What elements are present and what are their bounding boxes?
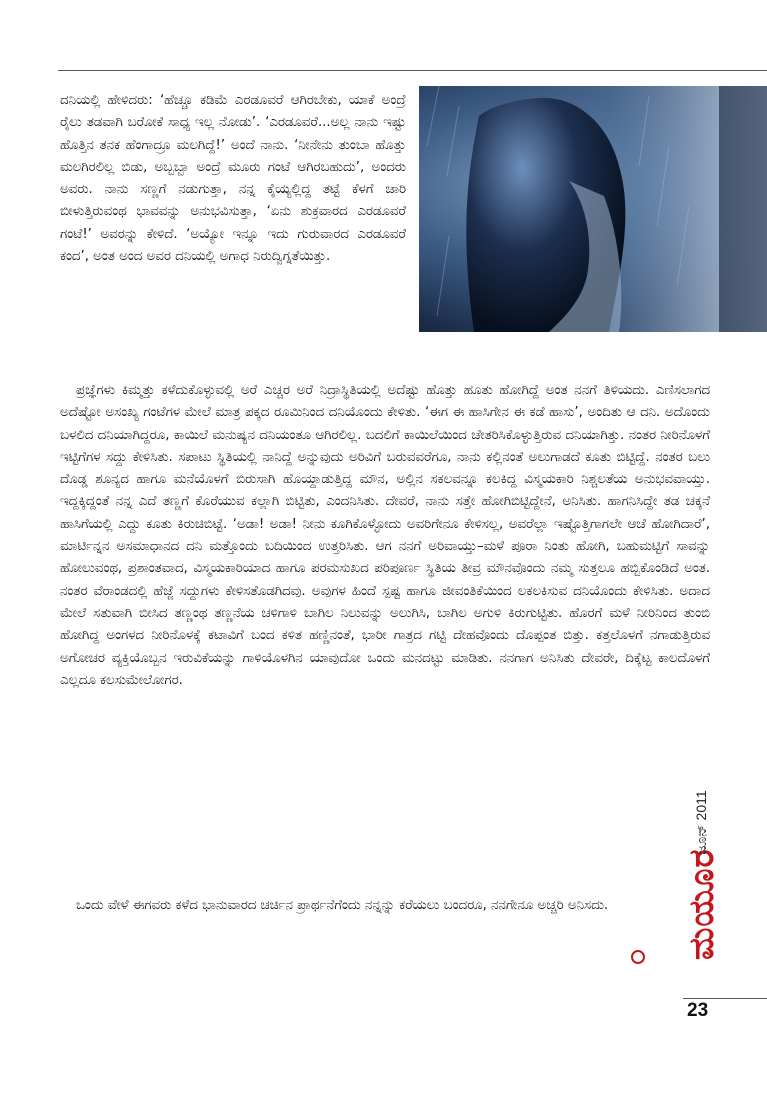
paragraph-1: ದನಿಯಲ್ಲಿ ಹೇಳಿದರು: ‘ಹೆಚ್ಚೂ ಕಡಿಮೆ ಎರಡೂವರೆ ಆಗಿರಬೇಕು, ಯಾಕೆ ಅಂದ್ರೆ ರೈಲು ತಡವಾಗಿ ಬರೋಕೆ ಸಾಧ್ಯ ಇಲ್ಲ ನೋಡು’. ‘ಎರಡೂವರೆ...ಅಲ್ಲ ನಾನು ಇಷ್ಟು ಹೊತ್ತಿನ ತನಕ ಹೆಂಗಾದ್ರೂ ಮಲಗಿದ್ದೆ!’ ಅಂದೆ ನಾನು. ‘ನೀನೇನು ತುಂಬಾ ಹೊತ್ತು ಮಲಗಿರಲಿಲ್ಲ ಬಿಡು, ಅಬ್ಬಬ್ಬಾ ಅಂದ್ರೆ ಮೂರು ಗಂಟೆ ಆಗಿರಬಹುದು’, ಅಂದರು ಅವರು. ನಾನು ಸಣ್ಣಗೆ ನಡುಗುತ್ತಾ, ನನ್ನ ಕೈಯ್ಯಲ್ಲಿದ್ದ ತಟ್ಟೆ ಕೆಳಗೆ ಜಾರಿ ಬೀಳುತ್ತಿರುವಂಥ ಭಾವವನ್ನು ಅನುಭವಿಸುತ್ತಾ, ‘ಏನು ಶುಕ್ರವಾರದ ಎರಡೂವರೆ ಗಂಟೆ!’ ಅವರನ್ನು ಕೇಳಿದೆ. ‘ಅಯ್ಯೋ ಇನ್ನೂ ಇದು ಗುರುವಾರದ ಎರಡೂವರೆ ಕಂದ’, ಅಂತ ಅಂದ ಅವರ ದನಿಯಲ್ಲಿ ಅಗಾಧ ನಿರುದ್ವಿಗ್ನತೆಯಿತ್ತು. [60, 93, 406, 265]
woman-in-rain-photo [419, 86, 767, 332]
photo-illustration [419, 86, 767, 332]
magazine-name: ಮಯೂರ [682, 848, 722, 960]
bottom-rule [683, 998, 767, 999]
paragraph-3: ಒಂದು ವೇಳೆ ಈಗವರು ಕಳೆದ ಭಾನುವಾರದ ಚರ್ಚಿನ ಪ್ರಾರ್ಥನೆಗೆಂದು ನನ್ನನ್ನು ಕರೆಯಲು ಬಂದರೂ, ನನಗೇನೂ ಅಚ್ಚರಿ ಅನಿಸದು. [76, 898, 609, 913]
issue-date: ಜೂನ್ 2011 [693, 790, 709, 855]
page-number: 23 [687, 1000, 709, 1021]
circle-ornament-icon [631, 950, 645, 964]
top-rule [58, 70, 767, 71]
paragraph-2: ಪ್ರಜ್ಞೆಗಳು ಕಿಮ್ಮತ್ತು ಕಳೆದುಕೊಳ್ಳುವಲ್ಲಿ ಅರೆ ಎಚ್ಚರ ಅರೆ ನಿದ್ರಾಸ್ಥಿತಿಯಲ್ಲಿ ಅದೆಷ್ಟು ಹೊತ್ತು ಹೂತು ಹೋಗಿದ್ದೆ ಅಂತ ನನಗೆ ತಿಳಿಯದು. ಎಣಿಸಲಾಗದ ಅದೆಷ್ಟೋ ಅಸಂಖ್ಯ ಗಂಟೆಗಳ ಮೇಲೆ ಮಾತ್ರ ಪಕ್ಕದ ರೂಮಿನಿಂದ ದನಿಯೊಂದು ಕೇಳಿತು. ‘ಈಗ ಈ ಹಾಸಿಗೇನ ಈ ಕಡೆ ಹಾಸು’, ಅಂದಿತು ಆ ದನಿ. ಅದೊಂದು ಬಳಲಿದ ದನಿಯಾಗಿದ್ದರೂ, ಕಾಯಿಲೆ ಮನುಷ್ಯನ ದನಿಯಂತೂ ಆಗಿರಲಿಲ್ಲ. ಬದಲಿಗೆ ಕಾಯಿಲೆಯಿಂದ ಚೇತರಿಸಿಕೊಳ್ಳುತ್ತಿರುವ ದನಿಯಾಗಿತ್ತು. ನಂತರ ನೀರಿನೊಳಗೆ ಇಟ್ಟಿಗೆಗಳ ಸದ್ದು ಕೇಳಿಸಿತು. ಸಪಾಟು ಸ್ಥಿತಿಯಲ್ಲಿ ನಾನಿದ್ದೆ ಅನ್ನುವುದು ಅರಿವಿಗೆ ಬರುವವರೆಗೂ, ನಾನು ಕಲ್ಲಿನಂತೆ ಅಲುಗಾಡದೆ ಕೂತು ಬಿಟ್ಟಿದ್ದೆ. ನಂತರ ಬಲು ದೊಡ್ಡ ಶೂನ್ಯದ ಹಾಗೂ ಮನೆಯೊಳಗೆ ಬಿರುಸಾಗಿ ಹೊಯ್ದಾಡುತ್ತಿದ್ದ ಮೌನ, ಅಲ್ಲಿನ ಸಕಲವನ್ನೂ ಕಲಕಿದ್ದ ವಿಸ್ಮಯಕಾರಿ ನಿಶ್ಚಲತೆಯ ಅನುಭವವಾಯ್ತು. ಇದ್ದಕ್ಕಿದ್ದಂತೆ ನನ್ನ ಎದೆ ತಣ್ಣಗೆ ಕೊರೆಯುವ ಕಲ್ಲಾಗಿ ಬಿಟ್ಟಿತು, ಎಂದನಿಸಿತು. ದೇವರೆ, ನಾನು ಸತ್ತೇ ಹೋಗಿಬಿಟ್ಟಿದ್ದೇನೆ, ಅನಿಸಿತು. ಹಾಗನಿಸಿದ್ದೇ ತಡ ಚಕ್ಕನೆ ಹಾಸಿಗೆಯಲ್ಲಿ ಎದ್ದು ಕೂತು ಕಿರುಚಿಬಿಟ್ಟೆ. ‘ಅಡಾ! ಅಡಾ! ನೀನು ಕೂಗಿಕೊಳ್ಳೋದು ಅವರಿಗೇನೂ ಕೇಳಿಸಲ್ಲ, ಅವರೆಲ್ಲಾ ಇಷ್ಟೊತ್ತಿಗಾಗಲೇ ಆಚೆ ಹೋಗಿದಾರೆ’, ಮಾರ್ಟಿನ್ನನ ಅಸಮಾಧಾನದ ದನಿ ಮತ್ತೊಂದು ಬದಿಯಿಂದ ಉತ್ತರಿಸಿತು. ಆಗ ನನಗೆ ಅರಿವಾಯ್ತು–ಮಳೆ ಪೂರಾ ನಿಂತು ಹೋಗಿ, ಬಹುಮಟ್ಟಿಗೆ ಸಾವನ್ನು ಹೋಲುವಂಥ, ಪ್ರಶಾಂತವಾದ, ವಿಸ್ಮಯಕಾರಿಯಾದ ಹಾಗೂ ಪರಮಸುಖದ ಪರಿಪೂರ್ಣ ಸ್ಥಿತಿಯ ತೀವ್ರ ಮೌನವೊಂದು ನಮ್ಮ ಸುತ್ತಲೂ ಹಬ್ಬಿಕೊಂಡಿದೆ ಅಂತ. ನಂತರ ವೆರಾಂಡದಲ್ಲಿ ಹೆಜ್ಜೆ ಸದ್ದುಗಳು ಕೇಳಿಸತೊಡಗಿದವು. ಅವುಗಳ ಹಿಂದೆ ಸ್ಪಷ್ಟ ಹಾಗೂ ಜೀವಂತಿಕೆಯಿಂದ ಲಕಲಕಿಸುವ ದನಿಯೊಂದು ಕೇಳಿಸಿತು. ಅದಾದ ಮೇಲೆ ಸತುವಾಗಿ ಬೀಸಿದ ತಣ್ಣಂಥ ತಣ್ಣನೆಯ ಚಳಿಗಾಳಿ ಬಾಗಿಲ ನಿಲುವನ್ನು ಅಲುಗಿಸಿ, ಬಾಗಿಲ ಅಗುಳಿ ಕಿರುಗುಟ್ಟಿತು. ಹೊರಗೆ ಮಳೆ ನೀರಿನಿಂದ ತುಂಬಿ ಹೋಗಿದ್ದ ಅಂಗಳದ ನೀರಿನೊಳಕ್ಕೆ ಕಟಾವಿಗೆ ಬಂದ ಕಳಿತ ಹಣ್ಣಿನಂತೆ, ಭಾರೀ ಗಾತ್ರದ ಗಟ್ಟಿ ದೇಹವೊಂದು ದೊಪ್ಪಂತ ಬಿತ್ತು. ಕತ್ತಲೊಳಗೆ ನಗಾಡುತ್ತಿರುವ ಅಗೋಚರ ವ್ಯಕ್ತಿಯೊಬ್ಬನ ಇರುವಿಕೆಯನ್ನು ಗಾಳಿಯೊಳಗಿನ ಯಾವುದೋ ಒಂದು ಮನದಟ್ಟು ಮಾಡಿತು. ನನಗಾಗ ಅನಿಸಿತು ದೇವರೇ, ದಿಕ್ಕೆಟ್ಟ ಕಾಲದೊಳಗೆ ಎಲ್ಲದೂ ಕಲಸುಮೇಲೋಗರ. [60, 383, 710, 688]
